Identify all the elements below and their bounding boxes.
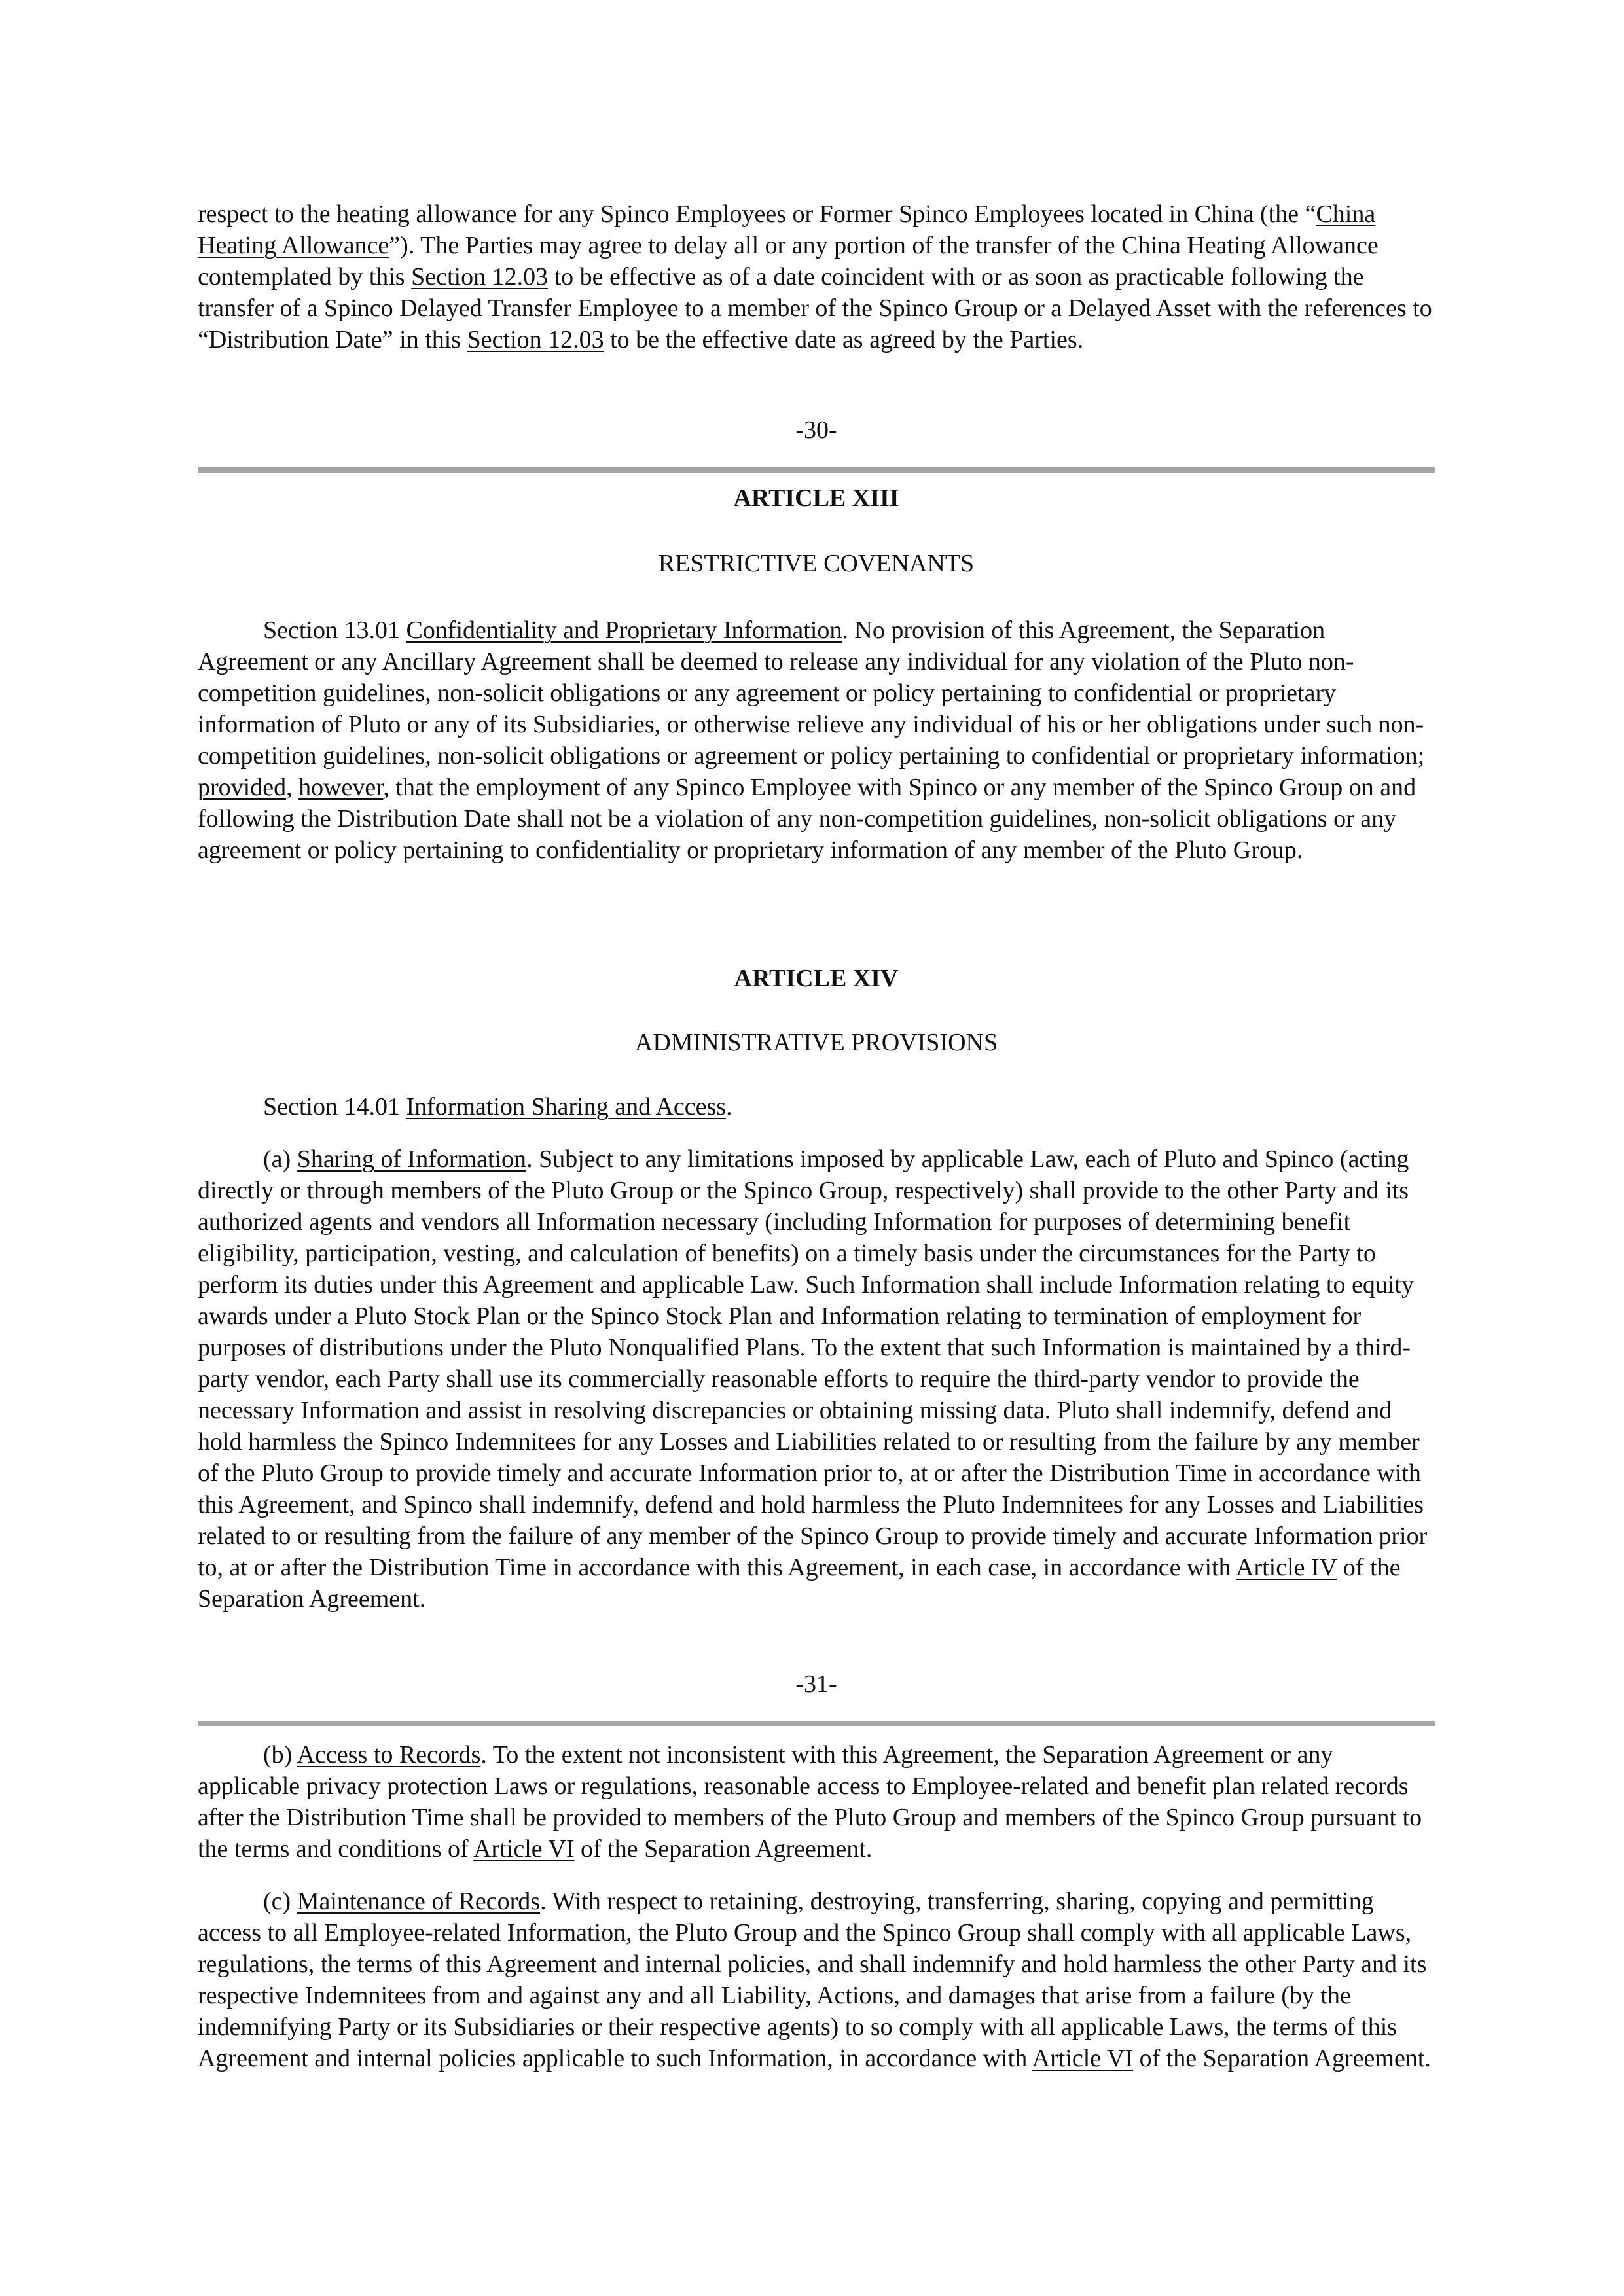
section-title: Confidentiality and Proprietary Information [406, 617, 842, 644]
subsection-label: (b) [263, 1741, 297, 1768]
subsection-title: Access to Records [297, 1741, 481, 1768]
subsection-label: (c) [263, 1888, 297, 1915]
section-reference[interactable]: Section 12.03 [411, 263, 549, 291]
page-break-rule [198, 467, 1435, 473]
term-provided: provided [198, 774, 287, 801]
article-reference[interactable]: Article VI [1032, 2045, 1134, 2072]
section-title: Information Sharing and Access [406, 1093, 727, 1121]
text: . To the extent not inconsistent with this Agreement, the Separation Agreement or any applicable privacy protection Laws or regulations, reasonable access to Employee-related and benefit plan related records after the Distribution Time shall be provided to members of the Pluto Group and members of the Spinco Group pursuant to the terms and conditions of [198, 1741, 1422, 1863]
section-14-01-heading [198, 1091, 1435, 1122]
subsection-label: (a) [263, 1145, 297, 1173]
section-13-01-paragraph [198, 615, 1435, 866]
carry-over-paragraph [198, 198, 1435, 355]
text: of the Separation Agreement. [198, 1554, 1401, 1613]
subsection-c-paragraph [198, 1886, 1435, 2074]
text: respect to the heating allowance for any Spinco Employees or Former Spinco Employees located in China (the “ [198, 200, 1316, 228]
text: , [286, 774, 299, 801]
section-reference[interactable]: Section 12.03 [467, 326, 604, 353]
text: . [726, 1093, 732, 1121]
text: of the Separation Agreement. [574, 1835, 873, 1863]
text: . Subject to any limitations imposed by applicable Law, each of Pluto and Spinco (acting directly or through members of the Pluto Group or the Spinco Group, respectively) shall provide to the other Party and its authorized agents and vendors all Information necessary (including Information for purposes of determining benefit eligibility, participation, vesting, and calculation of benefits) on a timely basis under the circumstances for the Party to perform its duties under this Agreement and applicable Law. Such Information shall include Information relating to equity awards under a Pluto Stock Plan or the Spinco Stock Plan and Information relating to termination of employment for purposes of distributions under the Pluto Nonqualified Plans. To the extent that such Information is maintained by a third-party vendor, each Party shall use its commercially reasonable efforts to require the third-party vendor to provide the necessary Information and assist in resolving discrepancies or obtaining missing data. Pluto shall indemnify, defend and hold harmless the Spinco Indemnitees for any Losses and Liabilities related to or resulting from the failure by any member of the Pluto Group to provide timely and accurate Information prior to, at or after the Distribution Time in accordance with this Agreement, and Spinco shall indemnify, defend and hold harmless the Pluto Indemnitees for any Losses and Liabilities related to or resulting from the failure of any member of the Spinco Group to provide timely and accurate Information prior to, at or after the Distribution Time in accordance with this Agreement, in each case, in accordance with [198, 1145, 1428, 1581]
text: to be the effective date as agreed by the Parties. [604, 326, 1084, 353]
subsection-a-paragraph [198, 1143, 1435, 1615]
article-14-heading: ARTICLE XIV [734, 965, 899, 992]
defined-term-china-heating-allowance: China Heating Allowance [198, 200, 1376, 259]
page-number-31: -31- [795, 1670, 837, 1698]
page-break-rule [198, 1721, 1435, 1726]
text: . With respect to retaining, destroying, transferring, sharing, copying and permitting access to all Employee-related Information, the Pluto Group and the Spinco Group shall comply with all applicable Laws, regulations, the terms of this Agreement and internal policies, and shall indemnify and hold harmless the other Party and its respective Indemnitees from and against any and all Liability, Actions, and damages that arise from a failure (by the indemnifying Party or its Subsidiaries or their respective agents) to so comply with all applicable Laws, the terms of this Agreement and internal policies applicable to such Information, in accordance with [198, 1888, 1427, 2072]
text: ”). The Parties may agree to delay all or any portion of the transfer of the China Heating Allowance contemplated by this [198, 232, 1379, 291]
text: to be effective as of a date coincident with or as soon as practicable following the transfer of a Spinco Delayed Transfer Employee to a member of the Spinco Group or a Delayed Asset with the references to “Distribution Date” in this [198, 263, 1432, 353]
article-13-subheading: RESTRICTIVE COVENANTS [658, 550, 975, 577]
text: of the Separation Agreement. [1133, 2045, 1431, 2072]
section-number: Section 13.01 [263, 617, 406, 644]
section-number: Section 14.01 [263, 1093, 406, 1121]
text: . No provision of this Agreement, the Separation Agreement or any Ancillary Agreement shall be deemed to release any individual for any violation of the Pluto non-competition guidelines, non-solicit obligations or any agreement or policy pertaining to confidential or proprietary information of Pluto or any of its Subsidiaries, or otherwise relieve any individual of his or her obligations under such non-competition guidelines, non-solicit obligations or agreement or policy pertaining to confidential or proprietary information; [198, 617, 1425, 770]
subsection-title: Sharing of Information [297, 1145, 527, 1173]
article-13-heading: ARTICLE XIII [733, 484, 899, 512]
subsection-title: Maintenance of Records [297, 1888, 541, 1915]
term-however: however [298, 774, 384, 801]
article-14-subheading: ADMINISTRATIVE PROVISIONS [634, 1029, 998, 1056]
subsection-b-paragraph [198, 1739, 1435, 1865]
text: , that the employment of any Spinco Employee with Spinco or any member of the Spinco Group on and following the Distribution Date shall not be a violation of any non-competition guidelines, non-solicit obligations or any agreement or policy pertaining to confidentiality or proprietary information of any member of the Pluto Group. [198, 774, 1416, 864]
page-number-30: -30- [795, 416, 837, 444]
article-reference[interactable]: Article IV [1236, 1554, 1337, 1581]
article-reference[interactable]: Article VI [473, 1835, 575, 1863]
